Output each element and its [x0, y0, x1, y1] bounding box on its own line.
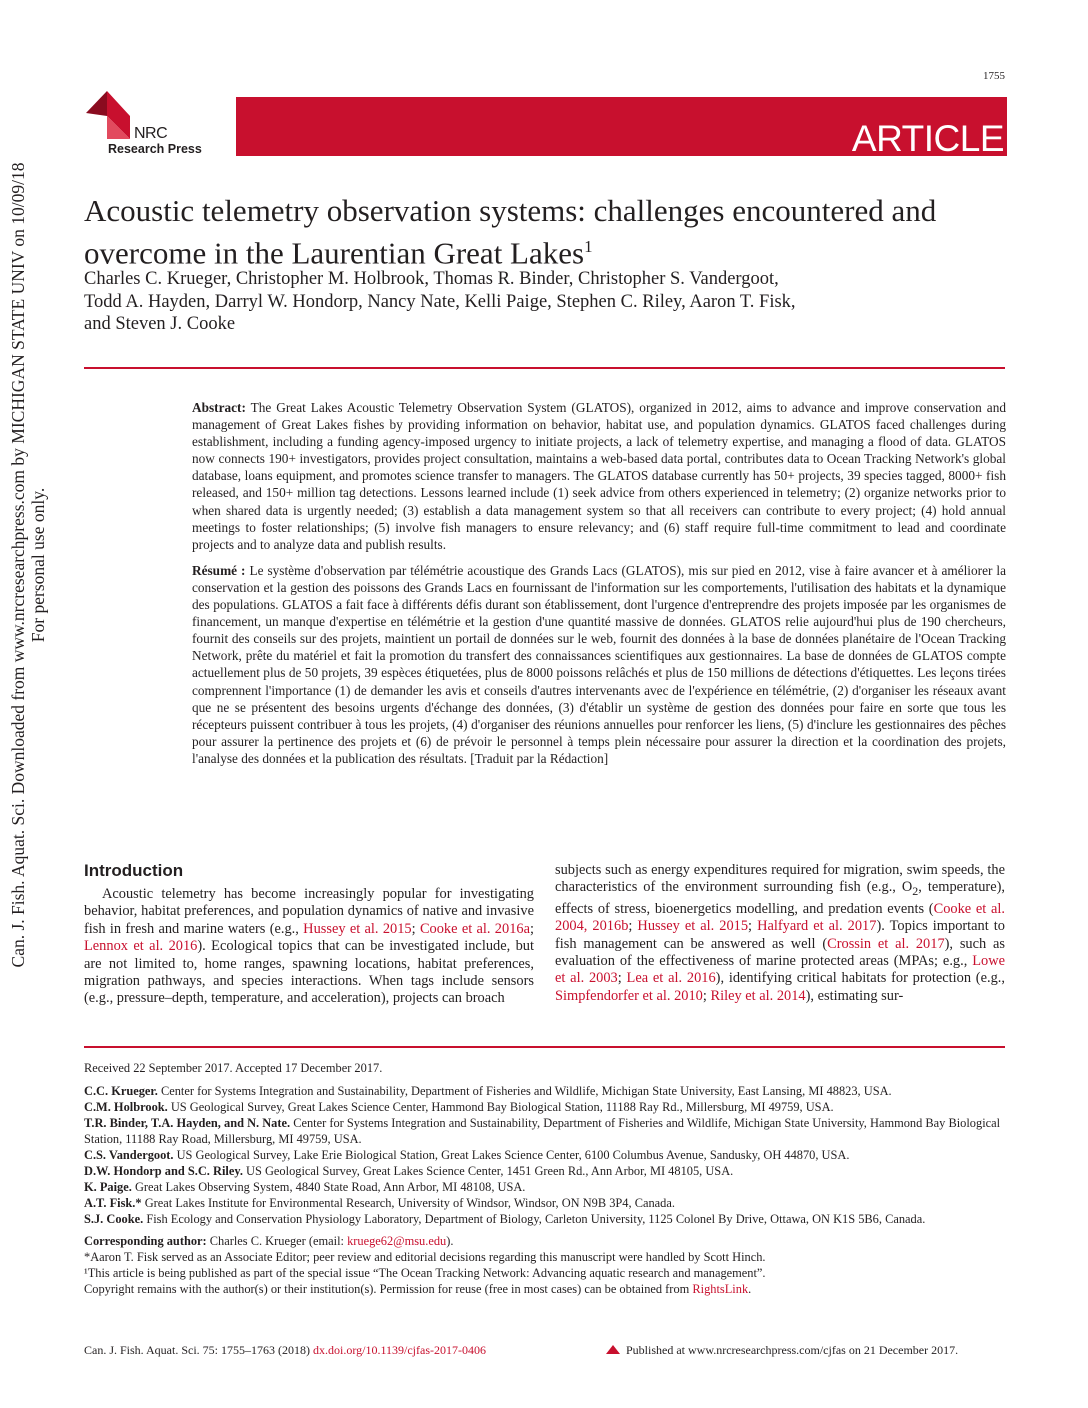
header-divider — [84, 367, 1005, 369]
abstract-en — [192, 399, 1006, 553]
title-footnote-mark: 1 — [584, 237, 593, 256]
affiliation — [84, 1163, 1005, 1179]
affiliation-text: US Geological Survey, Great Lakes Science Center, 1451 Green Rd., Ann Arbor, MI 48105, USA. — [242, 1164, 734, 1178]
author-line: Todd A. Hayden, Darryl W. Hondorp, Nancy Nate, Kelli Paige, Stephen C. Riley, Aaron T. Fisk, — [84, 291, 796, 312]
article-title — [84, 193, 1004, 271]
intro-text: , temperature), effects of stress, bioenergetics modelling, and predation events ( — [555, 879, 1005, 917]
journal-citation — [84, 1343, 486, 1358]
citation-link[interactable]: Cooke et al. 2004, 2016b — [555, 900, 1005, 935]
separator: ; — [628, 918, 638, 935]
separator: ; — [529, 920, 534, 937]
abstract-block — [192, 399, 1006, 776]
body-column-left — [84, 862, 534, 1008]
footnote-divider — [84, 1046, 1005, 1048]
logo-subtitle: Research Press — [108, 142, 202, 156]
corresponding-label: Corresponding author: — [84, 1234, 207, 1248]
affiliation-text: US Geological Survey, Lake Erie Biological Station, Great Lakes Science Center, 6100 Columbus Avenue, Sandusky, OH 44870, USA. — [173, 1148, 850, 1162]
affiliation — [84, 1195, 1005, 1211]
corresponding-text: Charles C. Krueger (email: — [206, 1234, 348, 1248]
affiliation — [84, 1115, 1005, 1147]
intro-text: ), estimating sur- — [805, 987, 904, 1004]
citation-link[interactable]: Lowe et al. 2003 — [555, 952, 1005, 987]
intro-text: ). Ecological topics that can be investigated include, but are not limited to, home ranges, spawning locations, habitat preferences, migration pathways, and species interactions. When tags include sensors (e.g., pressure–depth, temperature, and acceleration), projects can broach — [84, 938, 534, 1007]
abstract-fr — [192, 562, 1006, 767]
affiliation-text: US Geological Survey, Great Lakes Science Center, Hammond Bay Biological Station, 11188 Ray Rd., Millersburg, MI 49759, USA. — [167, 1100, 834, 1114]
intro-text: Acoustic telemetry has become increasingly popular for investigating behavior, habitat preferences, and population dynamics of native and invasive fish in fresh and marine waters (e.g., — [84, 886, 534, 937]
editor-note: *Aaron T. Fisk served as an Associate Editor; peer review and editorial decisions regarding this manuscript were handled by Scott Hinch. — [84, 1250, 766, 1264]
abstract-text: The Great Lakes Acoustic Telemetry Observation System (GLATOS), organized in 2012, aims to advance and improve conservation and management of Great Lakes fishes by providing information on behavior, habitat use, and population dynamics. GLATOS faced challenges during establishment, including a funding agency-imposed urgency to initiate projects, a lack of telemetry expertise, and managing a flood of data. GLATOS now connects 190+ investigators, provides project consultation, maintains a web-based data portal, contributes data to Ocean Tracking Network's global database, loans equipment, and promotes science transfer to managers. The GLATOS database currently has 50+ projects, 39 species tagged, 8000+ fish released, and 150+ million tag detections. Lessons learned include (1) seek advice from others experienced in telemetry; (2) organize networks prior to when shared data is urgently needed; (3) establish a data management system so that all receivers can contribute to every project; (4) hold annual meetings to foster relationships; (5) involve fish managers to ensure relevancy; and (6) staff require full-time commitment to lead and coordinate projects and to analyze data and publish results. — [192, 400, 1006, 552]
abstract-label: Abstract: — [192, 400, 246, 415]
citation-text: Can. J. Fish. Aquat. Sci. 75: 1755–1763 (2018) — [84, 1343, 314, 1357]
article-title-text: Acoustic telemetry observation systems: challenges encountered and overcome in the Laurentian Great Lakes — [84, 193, 937, 271]
body-column-right — [555, 862, 1005, 1005]
intro-text: ). Topics important to fish management can be answered as well ( — [555, 918, 1005, 952]
intro-paragraph — [84, 886, 534, 1008]
page-number: 1755 — [983, 70, 1005, 82]
download-stamp-line1: Can. J. Fish. Aquat. Sci. Downloaded from www.nrcresearchpress.com by MICHIGAN STATE UNIV on 10/09/18 — [8, 162, 28, 968]
copyright-note — [84, 1281, 1005, 1297]
citation-link[interactable]: Riley et al. 2014 — [710, 987, 806, 1004]
affiliation — [84, 1083, 1005, 1099]
citation-link[interactable]: Cooke et al. 2016a — [419, 920, 530, 937]
citation-link[interactable]: Simpfendorfer et al. 2010 — [555, 987, 703, 1004]
affiliation — [84, 1099, 1005, 1115]
citation-link[interactable]: Hussey et al. 2015 — [303, 920, 412, 937]
intro-text: ), such as evaluation of the effectiveness of marine protected areas (MPAs; e.g., — [555, 935, 1005, 969]
affiliation-name: C.S. Vandergoot. — [84, 1148, 174, 1162]
affiliation-name: A.T. Fisk.* — [84, 1196, 142, 1210]
affiliation-name: S.J. Cooke. — [84, 1212, 144, 1226]
affiliation-text: Fish Ecology and Conservation Physiology Laboratory, Department of Biology, Carleton University, 1125 Colonel By Drive, Ottawa, ON K1S 5B6, Canada. — [143, 1212, 926, 1226]
affiliation — [84, 1211, 1005, 1227]
separator: ; — [411, 920, 420, 937]
footnotes — [84, 1060, 1005, 1297]
affiliation-text: Great Lakes Observing System, 4840 State Road, Ann Arbor, MI 48108, USA. — [131, 1180, 526, 1194]
rightslink-link[interactable]: RightsLink — [692, 1282, 749, 1296]
received-dates: Received 22 September 2017. Accepted 17 December 2017. — [84, 1061, 383, 1075]
intro-text: ), identifying critical habitats for protection (e.g., — [715, 970, 1005, 987]
special-issue-note: ¹This article is being published as part of the special issue “The Ocean Tracking Network: Advancing aquatic research and management”. — [84, 1266, 766, 1280]
affiliation-text: Great Lakes Institute for Environmental Research, University of Windsor, Windsor, ON N9B 3P4, Canada. — [141, 1196, 675, 1210]
published-marker-icon — [606, 1345, 620, 1354]
affiliation — [84, 1147, 1005, 1163]
subscript: 2 — [912, 884, 919, 899]
citation-link[interactable]: Halfyard et al. 2017 — [757, 918, 877, 935]
article-label: ARTICLE — [851, 118, 1004, 159]
affiliation-name: C.M. Holbrook. — [84, 1100, 168, 1114]
published-date: Published at www.nrcresearchpress.com/cjfas on 21 December 2017. — [626, 1343, 959, 1357]
corresponding-end: ). — [446, 1234, 454, 1248]
logo-name: NRC — [134, 125, 168, 142]
author-line: and Steven J. Cooke — [84, 314, 236, 334]
affiliation-text: Center for Systems Integration and Sustainability, Department of Fisheries and Wildlife, Michigan State University, East Lansing, MI 48823, USA. — [157, 1084, 892, 1098]
affiliation — [84, 1179, 1005, 1195]
intro-text: subjects such as energy expenditures required for migration, swim speeds, the characteristics of the environment surrounding fish (e.g., O — [555, 862, 1005, 896]
citation-link[interactable]: Lea et al. 2016 — [626, 970, 716, 987]
author-line: Charles C. Krueger, Christopher M. Holbrook, Thomas R. Binder, Christopher S. Vandergoot, — [84, 269, 779, 289]
citation-link[interactable]: Lennox et al. 2016 — [84, 938, 198, 955]
affiliation-name: D.W. Hondorp and S.C. Riley. — [84, 1164, 243, 1178]
download-stamp-line2: For personal use only. — [28, 487, 48, 643]
affiliation-name: C.C. Krueger. — [84, 1084, 158, 1098]
citation-link[interactable]: Hussey et al. 2015 — [637, 918, 749, 935]
copyright-text: Copyright remains with the author(s) or their institution(s). Permission for reuse (free in most cases) can be obtained from — [84, 1282, 693, 1296]
copyright-end: . — [748, 1282, 752, 1296]
intro-paragraph-cont — [555, 862, 1005, 1005]
corresponding-author — [84, 1233, 1005, 1249]
resume-label: Résumé : — [192, 562, 246, 578]
author-list — [84, 268, 1014, 336]
doi-link[interactable]: dx.doi.org/10.1139/cjfas-2017-0406 — [313, 1343, 486, 1357]
download-stamp — [8, 0, 48, 1130]
separator: ; — [617, 970, 627, 987]
separator: ; — [748, 918, 758, 935]
section-heading: Introduction — [84, 861, 184, 880]
affiliation-name: K. Paige. — [84, 1180, 132, 1194]
citation-link[interactable]: Crossin et al. 2017 — [827, 935, 945, 952]
email-link[interactable]: kruege62@msu.edu — [347, 1234, 447, 1248]
affiliation-name: T.R. Binder, T.A. Hayden, and N. Nate. — [84, 1116, 291, 1130]
resume-text: Le système d'observation par télémétrie acoustique des Grands Lacs (GLATOS), mis sur pied en 2012, vise à faire avancer et à améliorer la conservation et la gestion des poissons des Grands Lacs en fournissant de l'information sur les comportements, l'utilisation des habitats et la dynamique des populations. GLATOS a fait face à différents défis durant son établissement, dont l'urgence d'entreprendre des projets imposée par les organismes de financement, un manque d'expertise en télémétrie et la gestion d'une quantité massive de données. GLATOS relie aujourd'hui plus de 190 chercheurs, fournit des conseils sur des projets, maintient un portail de données sur le web, fournit des données à la base de données planétaire de l'Ocean Tracking Network, prête du matériel et fait la promotion du transfert des connaissances scientifiques aux gestionnaires. La base de données de GLATOS compte actuellement plus de 50 projets, 39 espèces étiquetées, plus de 8000 poissons relâchés et plus de 150 millions de détections d'étiquettes. Les leçons tirées comprennent l'importance (1) de demander les avis et conseils d'autres intervenants avec de l'expérience en télémétrie, (2) d'organiser les réseaux avant que ne se présentent des besoins urgents d'échange des données, (3) d'établir un système de gestion des données pour faire en sorte que tous les récepteurs puissent contribuer à tous les projets, (4) d'organiser des réunions annuelles pour renforcer les liens, (5) d'inclure les gestionnaires des pêches pour assurer la pertinence des projets et (6) de prévoir le personnel à temps plein nécessaire pour assurer la direction et la coordination des projets, l'analyse des données et la publication des résultats. [Traduit par la Rédaction] — [192, 562, 1006, 766]
affiliation-text: Center for Systems Integration and Sustainability, Department of Fisheries and Wildlife, Michigan State University, Hammond Bay Biological Station, 11188 Ray Road, Millersburg, MI 49759, USA. — [84, 1116, 1001, 1146]
separator: ; — [702, 987, 711, 1004]
